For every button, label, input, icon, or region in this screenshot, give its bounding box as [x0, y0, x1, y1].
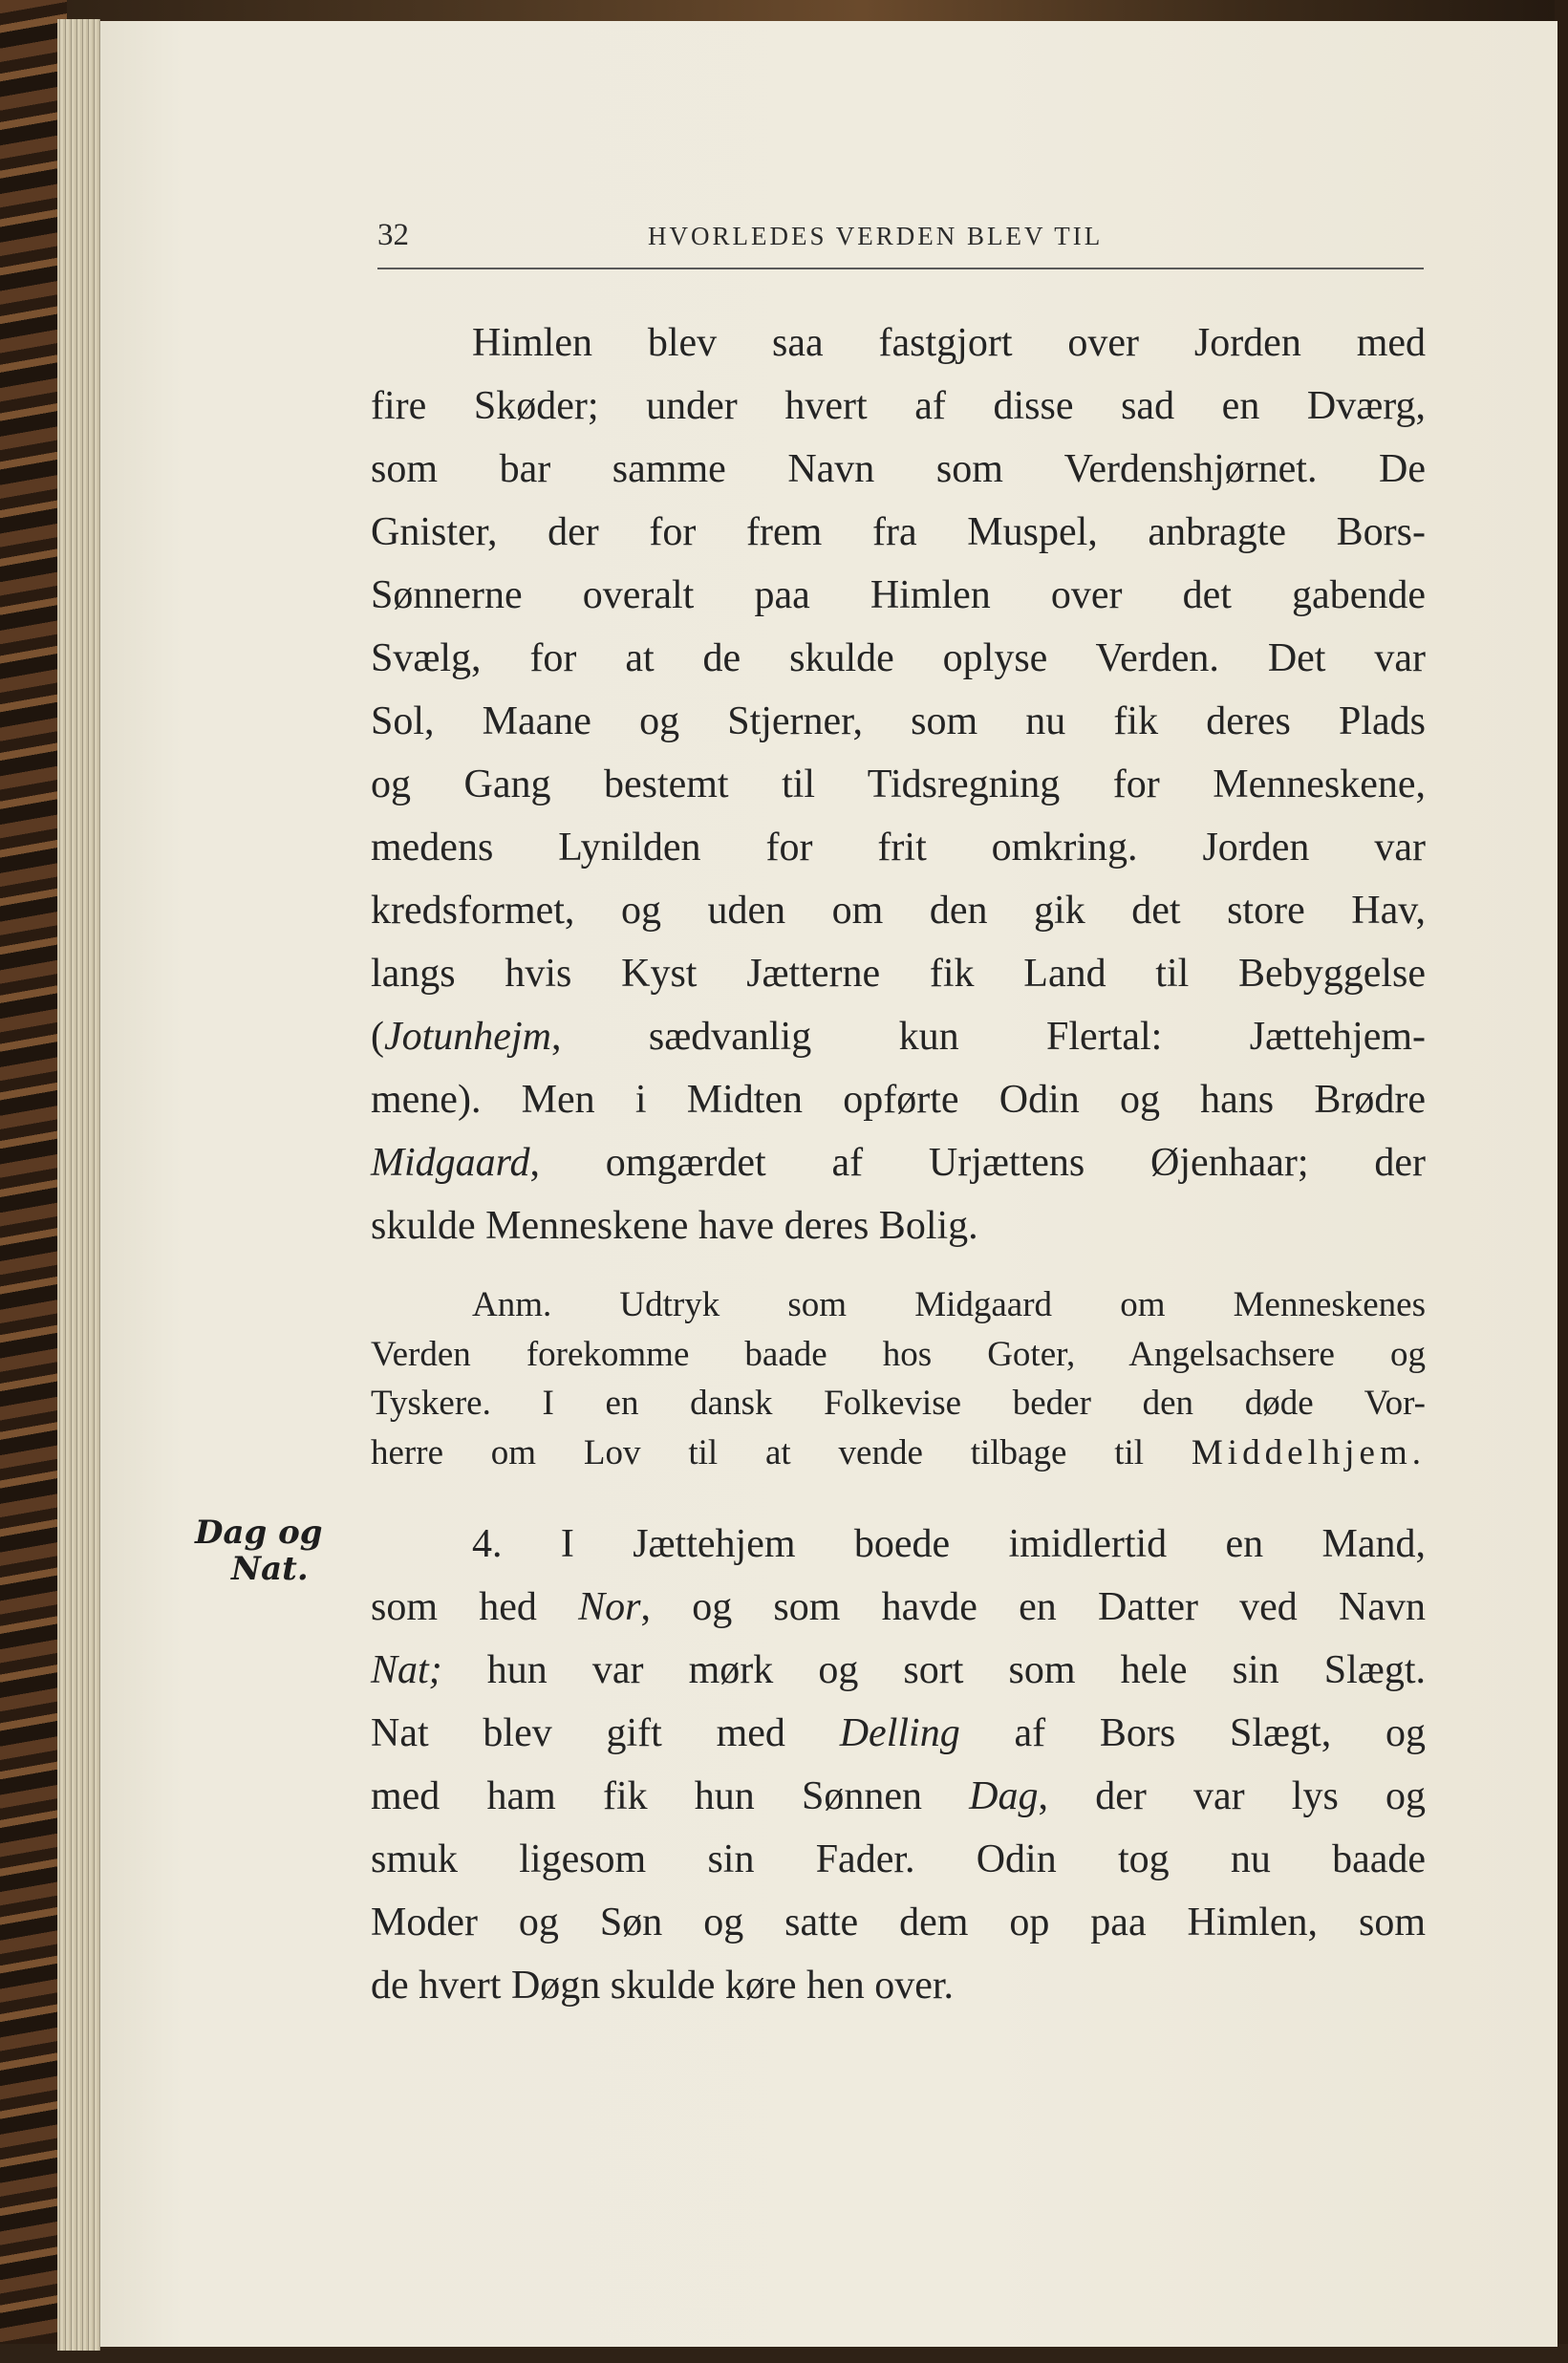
term-dag: Dag [969, 1774, 1039, 1818]
term-nor: Nor [578, 1585, 641, 1629]
text-line: og Gang bestemt til Tidsregning for Menneskene, [371, 763, 1426, 806]
text-line: Moder og Søn og satte dem op paa Himlen, som [371, 1901, 1426, 1944]
term-nat: Nat; [371, 1648, 442, 1692]
book-cover-bottom [0, 2344, 1568, 2363]
margin-note [182, 1514, 373, 1587]
text-line: som bar samme Navn som Verdenshjørnet. De [371, 447, 1426, 491]
text-line: 4. I Jættehjem boede imidlertid en Mand, [472, 1522, 1426, 1566]
paragraph-heaven [371, 311, 1426, 1257]
note-line: Anm. Udtryk som Midgaard om Menneskenes [472, 1285, 1427, 1324]
text-line: de hvert Døgn skulde køre hen over. [371, 1964, 955, 2008]
running-head [377, 218, 1424, 260]
text-line: skulde Menneskene have deres Bolig. [371, 1204, 978, 1248]
text-line: mene). Men i Midten opførte Odin og hans Brødre [371, 1078, 1426, 1122]
text-line: langs hvis Kyst Jætterne fik Land til Bebyggelse [371, 952, 1426, 996]
page-edges [57, 19, 100, 2351]
page-number: 32 [377, 218, 409, 252]
text-line: Gnister, der for frem fra Muspel, anbragte Bors- [371, 510, 1426, 554]
text-line: Svælg, for at de skulde oplyse Verden. Det var [371, 636, 1426, 680]
text-line: Himlen blev saa fastgjort over Jorden med [472, 321, 1426, 365]
paragraph-day-night [371, 1513, 1426, 2017]
term-middelhjem: Middelhjem. [1191, 1432, 1427, 1472]
header-rule [377, 268, 1424, 269]
text-line: (Jotunhejm, sædvanlig kun Flertal: Jættehjem- [371, 1015, 1426, 1059]
section-number: 4. [472, 1522, 503, 1566]
margin-note-line: Nat. [231, 1550, 309, 1588]
text-line: smuk ligesom sin Fader. Odin tog nu baade [371, 1837, 1426, 1881]
text-line: Nat; hun var mørk og sort som hele sin Slægt. [371, 1648, 1426, 1692]
text-line: Midgaard, omgærdet af Urjættens Øjenhaar; der [371, 1141, 1426, 1185]
note-line: Tyskere. I en dansk Folkevise beder den døde Vor- [371, 1384, 1426, 1423]
text-line: Nat blev gift med Delling af Bors Slægt, og [371, 1711, 1427, 1755]
note-line: herre om Lov til at vende tilbage til Middelhjem. [371, 1432, 1427, 1472]
term-delling: Delling [839, 1711, 960, 1755]
text-line: med ham fik hun Sønnen Dag, der var lys og [371, 1774, 1426, 1818]
text-line: kredsformet, og uden om den gik det store Hav, [371, 889, 1426, 933]
running-title: HVORLEDES VERDEN BLEV TIL [648, 222, 1104, 250]
margin-note-line: Dag og [195, 1514, 323, 1552]
text-line: Sol, Maane og Stjerner, som nu fik deres Plads [371, 699, 1426, 743]
text-line: medens Lynilden for frit omkring. Jorden var [371, 826, 1426, 870]
footnote-anm [371, 1280, 1426, 1477]
note-line: Verden forekomme baade hos Goter, Angelsachsere og [371, 1334, 1426, 1374]
term-jotunhejm: Jotunhejm [384, 1015, 551, 1059]
term-midgaard: Midgaard [371, 1141, 530, 1185]
note-label: Anm. [472, 1285, 552, 1324]
text-line: som hed Nor, og som havde en Datter ved Navn [371, 1585, 1427, 1629]
text-line: fire Skøder; under hvert af disse sad en Dværg, [371, 384, 1426, 428]
text-line: Sønnerne overalt paa Himlen over det gabende [371, 573, 1426, 617]
